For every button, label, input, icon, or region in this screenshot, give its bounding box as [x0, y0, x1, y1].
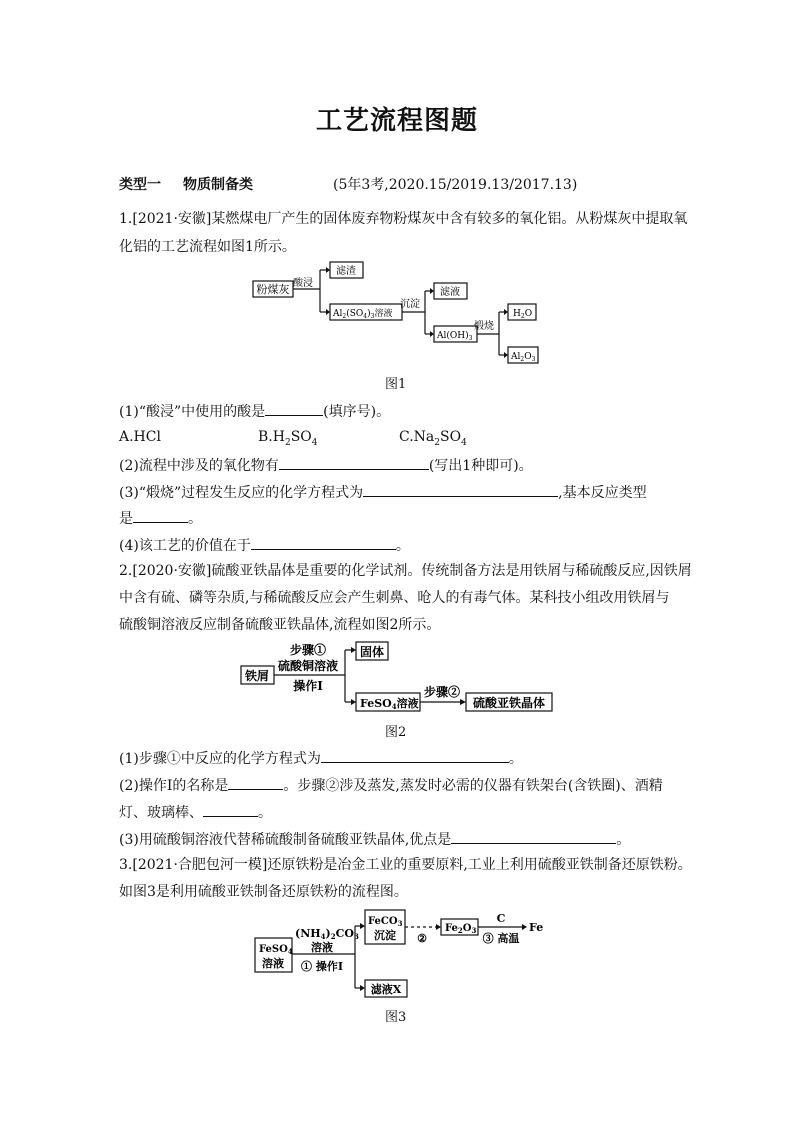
node-tiexie: 铁屑: [244, 669, 270, 683]
q1-part3-cont: 是 。: [119, 507, 202, 529]
q3-line2: 如图3是利用硫酸亚铁制备还原铁粉的流程图。: [119, 884, 408, 900]
q1-line1: 1.[2021·安徽]某燃煤电厂产生的固体废弃物粉煤灰中含有较多的氧化铝。从粉煤灰中提取氧: [119, 211, 688, 227]
node-feco3: FeCO$_3$: [368, 916, 403, 928]
answer-blank[interactable]: [265, 400, 323, 416]
q1-part2: (2)流程中涉及的氧化物有 (写出1种即可)。: [119, 454, 533, 476]
q2-line2: 中含有硫、磷等杂质,与稀硫酸反应会产生刺鼻、呛人的有毒气体。某科技小组改用铁屑与: [119, 590, 670, 606]
edge-step3: ③ 高温: [482, 932, 520, 945]
q2-part2: (2)操作Ⅰ的名称是 。步骤②涉及蒸发,蒸发时必需的仪器有铁架台(含铁圈)、酒精: [119, 774, 663, 796]
edge-suanjin: 酸浸: [293, 278, 313, 289]
q1-options: [119, 427, 467, 448]
edge-op1: ① 操作Ⅰ: [301, 960, 343, 973]
node-feso4-crystal: 硫酸亚铁晶体: [472, 696, 546, 710]
node-al2so43-solution: $Al_2(SO_4)_3$溶液: [333, 309, 393, 320]
edge-nh42co3-solution: 溶液: [311, 941, 333, 954]
figure-3-flowchart: [252, 906, 552, 1000]
section-label: 类型一: [119, 177, 161, 193]
answer-blank[interactable]: [203, 801, 258, 817]
node-feso4-label: 溶液: [262, 957, 284, 970]
page-title: 工艺流程图题: [315, 106, 478, 136]
section-name: 物质制备类: [183, 177, 253, 193]
node-lvzha: 滤渣: [336, 266, 356, 277]
edge-duanshao: 煅烧: [474, 321, 494, 332]
node-lvye-x: 滤液X: [370, 983, 402, 996]
q2-part3: (3)用硫酸铜溶液代替稀硫酸制备硫酸亚铁晶体,优点是 。: [119, 828, 630, 850]
q2-part2-cont: 灯、玻璃棒、 。: [119, 801, 272, 823]
q3-line1: 3.[2021·合肥包河一模]还原铁粉是冶金工业的重要原料,工业上利用硫酸亚铁制备还原铁粉。: [119, 857, 692, 873]
node-fenmeihui: 粉煤灰: [256, 283, 290, 296]
edge-carbon: C: [496, 912, 506, 925]
section-stats: (5年3考,2020.15/2019.13/2017.13): [333, 177, 578, 193]
node-feso4-solution: FeSO4溶液: [360, 697, 419, 711]
option-a: A.HCl: [119, 429, 161, 445]
node-al2o3: $Al_2O_3$: [511, 352, 536, 363]
edge-step2: ②: [417, 932, 427, 945]
q2-line1: 2.[2020·安徽]硫酸亚铁晶体是重要的化学试剂。传统制备方法是用铁屑与稀硫酸反应,因铁屑: [119, 563, 692, 579]
node-fe2o3: $Fe_2O_3$: [445, 923, 477, 935]
section-heading: [119, 175, 577, 195]
figure-2-flowchart: [238, 640, 558, 714]
q2-line3: 硫酸铜溶液反应制备硫酸亚铁晶体,流程如图2所示。: [119, 617, 441, 633]
node-lvye: 滤液: [440, 287, 460, 298]
figure-1-flowchart: [250, 258, 550, 368]
node-h2o: $H_2O$: [513, 309, 533, 320]
edge-step1: 步骤①: [289, 643, 327, 657]
option-b: $B.H_2SO_4$: [258, 429, 318, 448]
option-c: $C.Na_2SO_4$: [399, 429, 467, 448]
q1-line2: 化铝的工艺流程如图1所示。: [119, 239, 296, 255]
edge-nh42co3: (NH4)2CO3: [295, 927, 359, 941]
q1-part3: (3)“煅烧”过程发生反应的化学方程式为 ,基本反应类型: [119, 481, 647, 503]
answer-blank[interactable]: [321, 747, 509, 763]
answer-blank[interactable]: [228, 774, 283, 790]
figure-3-caption: 图3: [385, 1010, 407, 1025]
answer-blank[interactable]: [279, 454, 429, 470]
node-guti: 固体: [359, 645, 385, 659]
q2-part1: (1)步骤①中反应的化学方程式为 。: [119, 747, 523, 769]
node-feso4: FeSO$_4$: [259, 944, 293, 956]
node-fe: Fe: [529, 921, 544, 934]
edge-chendian: 沉淀: [400, 299, 420, 310]
q1-part1: (1)“酸浸”中使用的酸是 (填序号)。: [119, 400, 390, 422]
q1-part4: (4)该工艺的价值在于 。: [119, 534, 410, 556]
edge-cuso4: 硫酸铜溶液: [277, 659, 339, 673]
answer-blank[interactable]: [251, 534, 396, 550]
node-feco3-label: 沉淀: [374, 929, 396, 942]
answer-blank[interactable]: [363, 481, 558, 497]
edge-op1: 操作Ⅰ: [293, 679, 323, 693]
node-aloh3: $Al(OH)_3$: [437, 331, 473, 342]
answer-blank[interactable]: [133, 507, 188, 523]
figure-2-caption: 图2: [385, 725, 407, 740]
figure-1-caption: 图1: [385, 377, 407, 392]
answer-blank[interactable]: [451, 828, 616, 844]
edge-step2: 步骤②: [423, 685, 461, 699]
